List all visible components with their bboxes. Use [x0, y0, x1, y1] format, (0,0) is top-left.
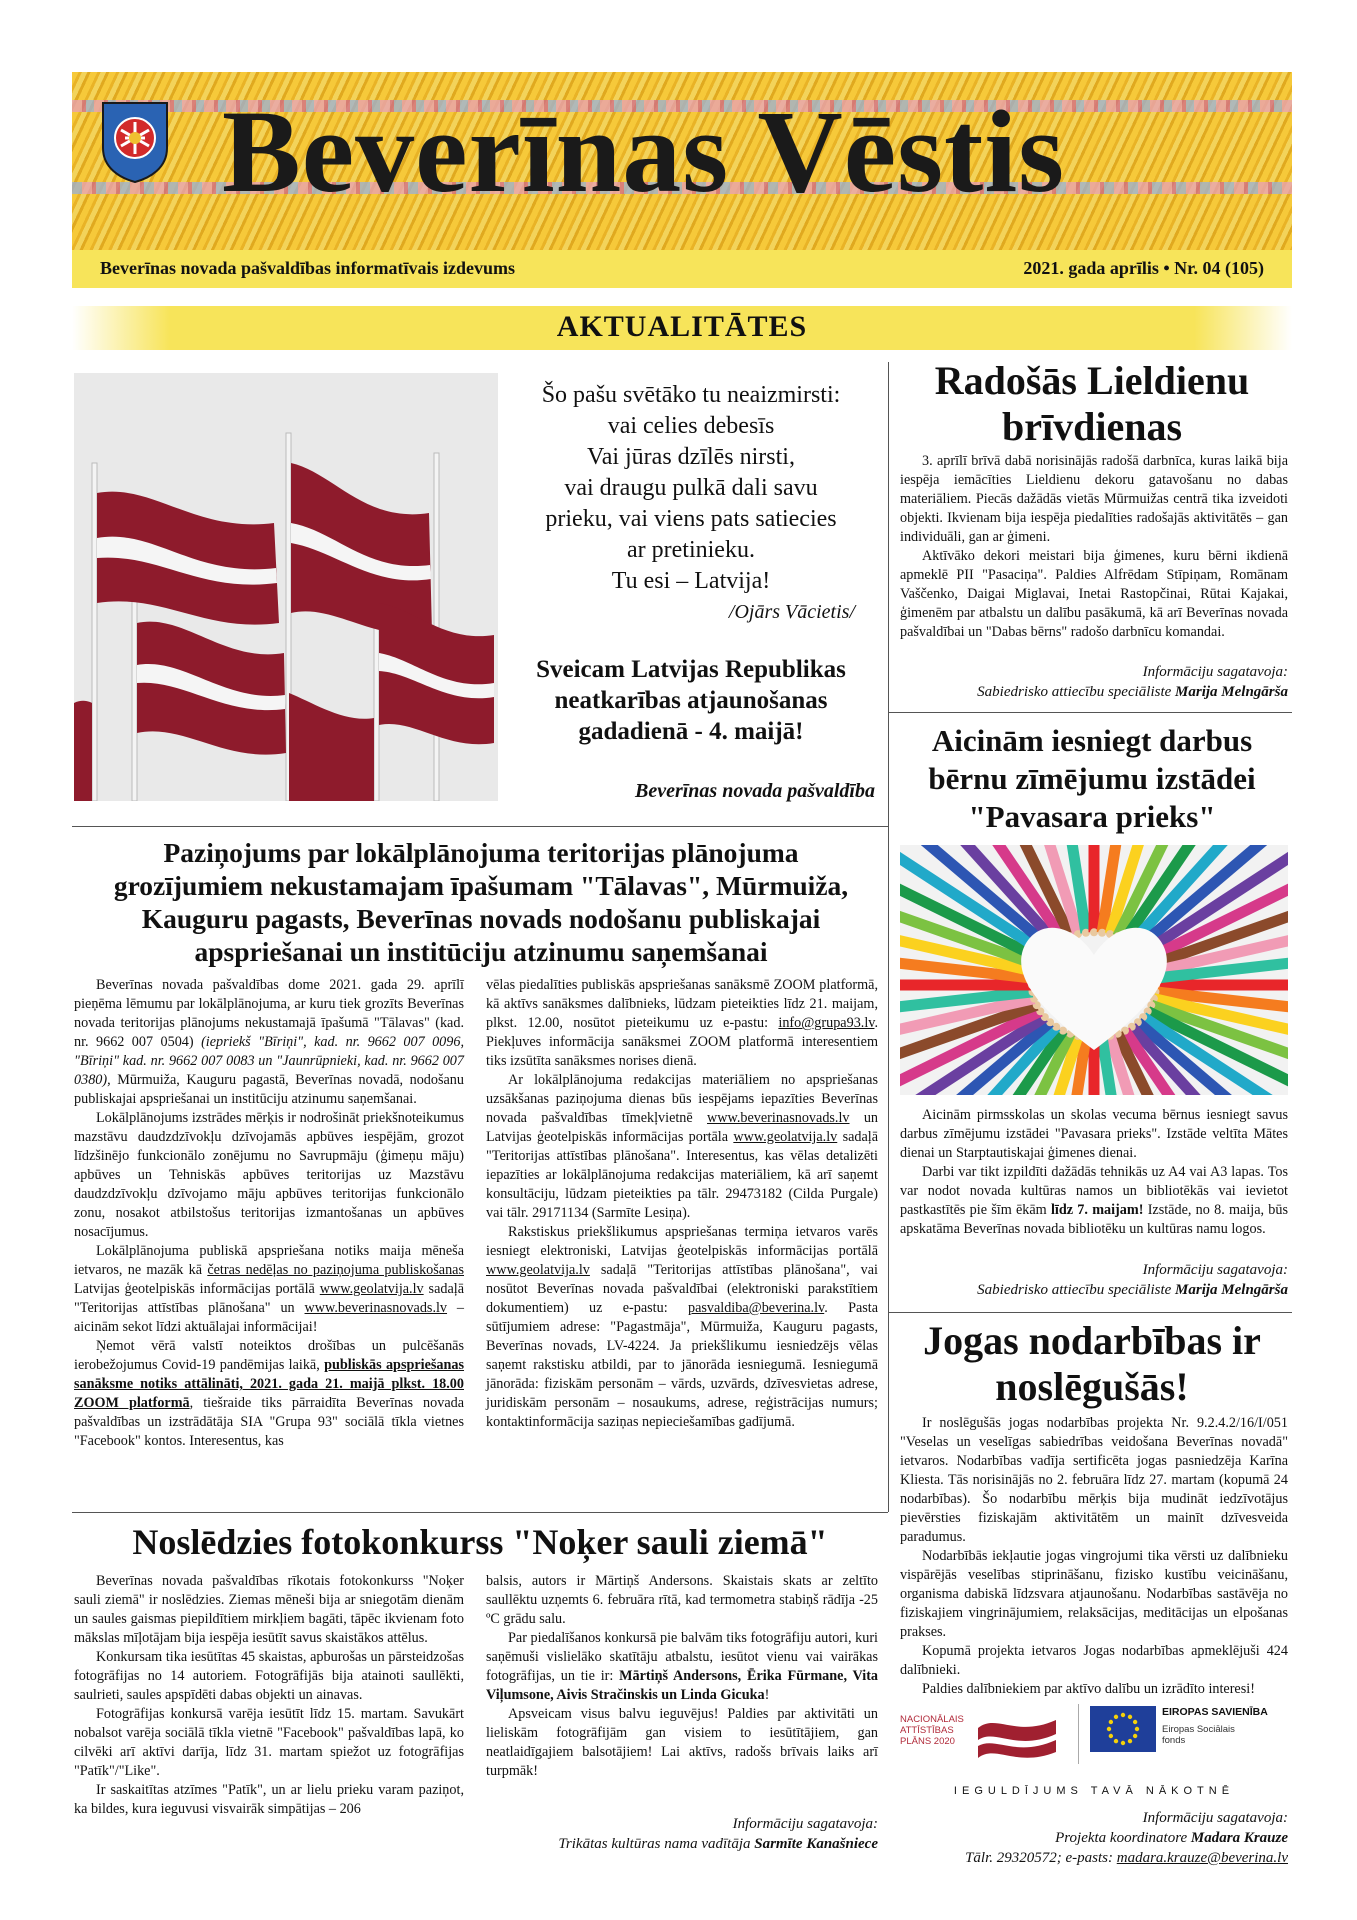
poem-line: prieku, vai viens pats satiecies — [545, 506, 837, 532]
section-title: AKTUALITĀTES — [556, 310, 808, 343]
column-rule — [888, 362, 889, 1512]
eu-star-icon — [1107, 1727, 1111, 1731]
text-run: – aicinām sekot līdzi aktuālajai informācijai! — [74, 1300, 464, 1335]
drawings-paragraph: Aicinām pirmsskolas un skolas vecuma bērnus iesniegt savus darbus zīmējumu izstādei "Pavasara prieks". Izstāde veltīta Mātes dienai un Starptautiskajai ģimenes dienai. — [900, 1107, 1288, 1161]
credit-role: Projekta koordinatore — [1055, 1830, 1188, 1846]
poem-line: Vai jūras dzīlēs nirsti, — [587, 444, 795, 470]
text-run: , tiešraide tiks pārraidīta Beverīnas novada pašvaldības un izstrādātāja SIA "Grupa 93" sociālā tīkla vietnes "Facebook" kontos. Interesentus, kas — [74, 1395, 465, 1449]
planning-column-2 — [486, 976, 878, 1432]
yoga-paragraph: Ir noslēgušās jogas nodarbības projekta Nr. 9.2.4.2/16/I/051 "Veselas un veselīgas sabiedrības veidošana Beverīnas novadā" ietvaros. Nodarbības vadīja sertificēta jogas pasniedzēja Karīna Kliesta. Tās norisinājās no 2. februāra līdz 27. martam (kopumā 24 nodarbības). Šo nodarbību mērķis bija mudināt iedzīvotājus pievērsties fiziskajām aktivitātēm un mainīt dzīvesveida paradumus. — [900, 1415, 1288, 1545]
planning-paragraph — [74, 1337, 464, 1451]
eu-star-icon — [1121, 1713, 1125, 1717]
logo-text: Eiropas Sociālais — [1162, 1724, 1235, 1735]
section-rule — [888, 712, 1292, 713]
independence-greeting: Sveicam Latvijas Republikas neatkarības atjaunošanas gadadienā - 4. maijā! — [536, 656, 846, 745]
eu-star-icon — [1121, 1741, 1125, 1745]
yoga-paragraph: Kopumā projekta ietvaros Jogas nodarbības apmeklējuši 424 dalībnieki. — [900, 1643, 1288, 1678]
text-run: sadaļā "Teritorijas attīstības plānošana", vai nosūtot Beverīnas novada pašvaldībai (elektroniski parakstītiem dokumentiem) uz e-pastu: — [486, 1262, 878, 1316]
municipality-signature: Beverīnas novada pašvaldība — [635, 780, 875, 802]
masthead-subbar — [72, 250, 1292, 288]
yoga-paragraph: Nodarbībās iekļautie jogas vingrojumi tika vērsti uz dalībnieku vispārējās veselības stiprināšanu, fizisko kustību veicināšanu, organisma dabiskā līdzsvara atjaunošanu. Nodarbības sastāvēja no fiziskajiem vingrinājumiem, relaksācijas, meditācijas un elpošanas prakses. — [900, 1548, 1288, 1640]
poem-line: Tu esi – Latvija! — [611, 568, 771, 594]
issue-line: 2021. gada aprīlis • Nr. 04 (105) — [1023, 258, 1264, 278]
credit-role: Sabiedrisko attiecību speciāliste — [977, 684, 1172, 700]
text-run: Par piedalīšanos konkursā pie balvām tiks fotogrāfiju autori, kuri saņēmuši vislielāko skatītāju atbalstu, iesūtot vienu vai vairākas fotogrāfijas, un tie ir: — [486, 1630, 878, 1684]
eu-star-icon — [1135, 1727, 1139, 1731]
credit-name: Sarmīte Kanašniece — [754, 1836, 878, 1852]
geolatvija-link[interactable]: www.geolatvija.lv — [733, 1129, 838, 1145]
credit-role: Sabiedrisko attiecību speciāliste — [977, 1282, 1172, 1298]
text-run: Ņemot vērā valstī noteiktos drošības un pulcēšanās ierobežojumus Covid-19 pandēmijas laikā, — [74, 1338, 464, 1373]
yoga-body — [900, 1414, 1288, 1699]
eu-star-icon — [1109, 1720, 1113, 1724]
previous-cadastre: (iepriekš "Bīriņi", kad. nr. 9662 007 0096, "Bīriņi" kad. nr. 9662 007 0083 un "Jaunrūpnieki, kad. nr. 9662 007 0380) — [74, 1034, 465, 1088]
esf-label — [1162, 1724, 1235, 1746]
underlined-text: četras nedēļas no paziņojuma publiskošanas — [207, 1262, 464, 1278]
credit-label: Informāciju sagatavoja: — [1142, 664, 1288, 680]
eu-star-icon — [1128, 1715, 1132, 1719]
yoga-headline: Jogas nodarbības ir noslēgušās! — [923, 1318, 1261, 1409]
coat-of-arms-icon — [100, 100, 170, 184]
drawings-credit — [900, 1260, 1288, 1300]
text-run: sadaļā "Teritorijas attīstības plānošana". Interesentus, kas vēlas detalizēti iepazīties ar lokālplānojuma redakcijas materiāliem, kā arī saņemt konsultāciju, lūdzam pieteikties pa tālr. 29473182 (Cilda Purgale) vai tālr. 29171134 (Sarmīte Lesiņa). — [486, 1129, 879, 1221]
deadline-text: līdz 7. maijam! — [1050, 1202, 1144, 1218]
easter-body — [900, 452, 1288, 642]
section-rule — [888, 1312, 1292, 1313]
text-run: Izstāde, no 8. maija, būs apskatāma Beverīnas novada bibliotēku un kultūras namu logos. — [900, 1202, 1289, 1237]
section-rule — [72, 826, 888, 827]
planning-paragraph — [486, 976, 878, 1071]
eu-star-icon — [1133, 1734, 1137, 1738]
beverinasnovads-link[interactable]: www.beverinasnovads.lv — [304, 1300, 448, 1316]
contest-paragraph: balsis, autors ir Mārtiņš Andersons. Skaistais skats ar zeltīto saullēktu uzņemts 6. februāra rītā, kad termometra stabiņš rādīja -25 ºC grādu salu. — [486, 1573, 878, 1627]
geolatvija-link[interactable]: www.geolatvija.lv — [486, 1262, 590, 1278]
contest-paragraph: Konkursam tika iesūtītas 45 skaistas, apburošas un pārsteidzošas fotogrāfijas no 14 autoriem. Fotogrāfijās bija atainoti saullēkti, saulrieti, saules apspīdēti dabas objekti un ainavas. — [74, 1649, 464, 1703]
easter-paragraph: 3. aprīlī brīvā dabā norisinājās radošā darbnīca, kuras laikā bija iespēja iemācīties Lieldienu dekoru gatavošanu no dabas materiāliem. Piecās dažādās vietās Mūrmuižas centrā tika izveidoti objekti. Ikvienam bija iespēja piedalīties radošajās aktivitātēs – gan individuāli, gan ar ģimeni. — [900, 453, 1288, 545]
eu-star-icon — [1109, 1734, 1113, 1738]
yoga-credit — [900, 1808, 1288, 1868]
credit-role: Trikātas kultūras nama vadītāja — [558, 1836, 751, 1852]
planning-paragraph — [74, 1242, 464, 1337]
publisher-line: Beverīnas novada pašvaldības informatīvais izdevums — [100, 258, 516, 278]
nap2020-logo — [900, 1714, 964, 1747]
poem-line: Šo pašu svētāko tu neaizmirsti: — [541, 382, 841, 408]
planning-paragraph — [486, 1071, 878, 1223]
yoga-paragraph: Paldies dalībniekiem par aktīvo dalību un izrādīto interesi! — [922, 1681, 1255, 1697]
credit-name: Madara Krauze — [1190, 1830, 1288, 1846]
contest-paragraph — [486, 1629, 878, 1705]
beverinasnovads-link[interactable]: www.beverinasnovads.lv — [707, 1110, 850, 1126]
eu-label: EIROPAS SAVIENĪBA — [1162, 1706, 1268, 1718]
masthead — [72, 72, 1292, 252]
investment-slogan: IEGULDĪJUMS TAVĀ NĀKOTNĒ — [953, 1785, 1235, 1797]
poem-author: /Ojārs Vācietis/ — [728, 601, 855, 623]
planning-paragraph — [74, 976, 464, 1109]
planning-paragraph: Lokālplānojums izstrādes mērķis ir nodrošināt priekšnoteikumus mazstāvu daudzdzīvokļu dzīvojamās apbūves iespējām, grozot līdzšinējo funkcionālo zonējumu no Savrupmāju (ģimeņu māju) apbūves un Tehniskās apbūves teritorijas uz Mazstāvu daudzdzīvokļu dzīvojamo māju apbūves teritorijas funkcionālo zonu, nosakot atbilstošus teritorijas izmantošanas un apbūves nosacījumus. — [74, 1110, 464, 1240]
meeting-announcement: publiskās apspriešanas sanāksme notiks attālināti, 2021. gada 21. maijā plkst. 18.00 ZOOM platformā — [74, 1357, 465, 1411]
poem-line: ar pretinieku. — [627, 537, 755, 563]
credit-name: Marija Melngārša — [1175, 1282, 1288, 1298]
text-run: , Mūrmuiža, Kauguru pagastā, Beverīnas novadā, nodošanu publiskajai apspriešanai un institūciju atzinumu saņemšanai. — [74, 1072, 464, 1107]
coordinator-email-link[interactable]: madara.krauze@beverina.lv — [1116, 1850, 1288, 1866]
contest-paragraph: Apsveicam visus balvu ieguvējus! Paldies par aktivitāti un lieliskām fotogrāfijām gan visiem to iesūtītājiem, gan neatlaidīgajiem balsotājiem! Lai aktīvs, radošs brīvais laiks arī turpmāk! — [486, 1706, 878, 1779]
eu-star-icon — [1133, 1720, 1137, 1724]
credit-label: Informāciju sagatavoja: — [1142, 1262, 1288, 1278]
drawings-headline: Aicinām iesniegt darbus bērnu zīmējumu izstādei "Pavasara prieks" — [928, 723, 1256, 834]
photo-contest-headline: Noslēdzies fotokonkurss "Noķer sauli ziemā" — [132, 1522, 828, 1562]
section-rule — [72, 1512, 888, 1513]
easter-headline: Radošās Lieldienu brīvdienas — [934, 358, 1250, 449]
logo-divider — [1078, 1704, 1079, 1764]
photo-contest-column-1 — [74, 1572, 464, 1819]
photo-contest-column-2 — [486, 1572, 878, 1781]
pencil-tip-icon — [1090, 928, 1098, 936]
eu-flag-icon — [1090, 1706, 1156, 1752]
drawings-paragraph — [900, 1163, 1288, 1239]
contest-paragraph: Fotogrāfijas konkursā varēja iesūtīt līdz 15. martam. Savukārt nobalsot varēja sociālā tīkla vietnē "Facebook" pašvaldības lapā, ko cilvēki arī aktīvi darīja, līdz 31. martam spiežot uz fotogrāfijas "Patīk"/"Like". — [74, 1706, 464, 1779]
text-run: un Latvijas ģeotelpiskās informācijas portāla — [486, 1110, 879, 1145]
credit-label: Informāciju sagatavoja: — [1142, 1810, 1288, 1826]
section-banner — [72, 306, 1292, 350]
drawings-body — [900, 1106, 1288, 1239]
logo-text: ATTĪSTĪBAS — [900, 1725, 954, 1736]
text-run: . Piekļuves informācija sanāksmei ZOOM platformā interesentiem tiks izsūtīta sanāksmes norises dienā. — [486, 1015, 878, 1069]
contest-paragraph: Ir saskaitītas atzīmes "Patīk", un ar lielu prieku varam paziņot, ka bildes, kura ieguvusi visvairāk simpātijas – 206 — [74, 1782, 464, 1817]
newspaper-title: Beverīnas Vēstis — [222, 86, 1066, 217]
eu-star-icon — [1114, 1739, 1118, 1743]
planning-paragraph — [486, 1223, 878, 1432]
text-run: Lokālplānojuma publiskā apspriešana notiks maija mēneša ietvaros, ne mazāk kā — [74, 1243, 464, 1278]
credit-label: Informāciju sagatavoja: — [732, 1816, 878, 1832]
logo-text: PLĀNS 2020 — [900, 1736, 955, 1747]
eu-star-icon — [1128, 1739, 1132, 1743]
logo-text: NACIONĀLAIS — [900, 1714, 964, 1725]
poem-line: vai celies debesīs — [607, 413, 775, 439]
credit-name: Marija Melngārša — [1175, 684, 1288, 700]
grupa93-email-link[interactable]: info@grupa93.lv — [778, 1015, 875, 1031]
eu-star-icon — [1114, 1715, 1118, 1719]
text-run: Latvijas ģeotelpiskās informācijas portālā — [74, 1281, 315, 1297]
municipality-email-link[interactable]: pasvaldiba@beverina.lv — [687, 1300, 825, 1316]
text-run: Rakstiskus priekšlikumus apspriešanas termiņa ietvaros varēs iesniegt elektroniski, Latvijas ģeotelpiskās informācijas portālā — [486, 1224, 878, 1259]
text-run: ! — [764, 1687, 770, 1703]
easter-credit — [900, 662, 1288, 702]
text-run: Beverīnas novada pašvaldības dome 2021. gada 29. aprīlī pieņēma lēmumu par lokālplānojuma, ar kuru tiek grozīts Beverīnas novada teritorijas plānojums nekustamajā īpašumā "Tālavas" (kad. nr. 9662 007 0504) — [74, 977, 464, 1050]
eu-funding-logos — [900, 1700, 1288, 1772]
text-run: sadaļā "Teritorijas attīstības plānošana" un — [74, 1281, 464, 1316]
text-run: Ar lokālplānojuma redakcijas materiāliem no apspriešanas uzsākšanas paziņojuma dienas būs iespējams iepazīties Beverīnas novada pašvaldības tīmekļvietnē — [486, 1072, 878, 1126]
latvian-flags-photo — [74, 373, 498, 801]
easter-paragraph: Aktīvāko dekori meistari bija ģimenes, kuru bērni ikdienā apmeklē PII "Pasaciņa". Paldies Alfrēdam Stīpiņam, Romānam Vaščenko, Daigai Miglavai, Inetai Rastopčinai, Rūtai Kajakai, ģimenēm par atbalstu un dalību pasākumā, kā arī Beverīnas novada pašvaldībai un "Dabas bērns" radošo darbnīcu komandai. — [900, 548, 1288, 640]
pencil-tip-icon — [1098, 929, 1106, 937]
text-run: Darbi var tikt izpildīti dažādās tehnikās uz A4 vai A3 lapas. Tos var nodot novada kultūras namos un bibliotēkās vai ievietot pastkastītēs pie šīm ēkām — [900, 1164, 1288, 1218]
geolatvija-link[interactable]: www.geolatvija.lv — [319, 1281, 424, 1297]
photo-contest-credit — [486, 1814, 878, 1854]
contest-paragraph: Beverīnas novada pašvaldības rīkotais fotokonkurss "Noķer sauli ziemā" ir noslēdzies. Ziemas mēneši bija ar sniegotām dienām un saules gaismas piepildītiem mirkļiem bagāti, tāpēc ikvienam foto mākslas mīļotājam bija iespēja iesūtīt savus skaistākos attēlus. — [74, 1573, 464, 1646]
poem — [505, 380, 877, 628]
latvian-flag-ribbon-icon — [976, 1708, 1058, 1760]
winners-list: Mārtiņš Andersons, Ērika Fūrmane, Vita Viļumsone, Aivis Stračinskis un Linda Gicuka — [486, 1668, 879, 1703]
planning-headline: Paziņojums par lokālplānojuma teritorijas plānojuma grozījumiem nekustamajam īpašumam "Tālavas", Mūrmuiža, Kauguru pagasts, Beverīnas novads nodošanu publiskajai apspriešanai un institūciju atzinumu saņemšanai — [113, 837, 849, 967]
colored-pencils-heart-photo — [900, 845, 1288, 1095]
text-run: vēlas piedalīties publiskās apspriešanas sanāksmē ZOOM platformā, kā aktīvs sanāksmes dalībnieks, lūdzam pieteikties līdz 21. maijam, plkst. 12.00, nosūtot pieteikumu uz e-pastu: — [486, 977, 878, 1031]
logo-text: fonds — [1162, 1735, 1186, 1746]
phone-line: Tālr. 29320572; e-pasts: — [965, 1850, 1113, 1866]
poem-line: vai draugu pulkā dali savu — [564, 475, 818, 501]
text-run: . Pasta sūtījumiem adrese: "Pagastmāja", Mūrmuiža, Kauguru pagasts, Beverīnas novads, LV-4224. Ja priekšlikumu iesniedzējs vēlas saņemt rakstisku atbildi, par to jānorāda iesniegumā. Iesniegumā jānorāda: fiziskām personām – vārds, uzvārds, dzīvesvietas adrese, juridiskām personām – nosaukums, adrese, reģistrācijas numurs; kontaktinformācija saziņas nepieciešamības gadījumā. — [486, 1300, 879, 1430]
planning-column-1 — [74, 976, 464, 1451]
